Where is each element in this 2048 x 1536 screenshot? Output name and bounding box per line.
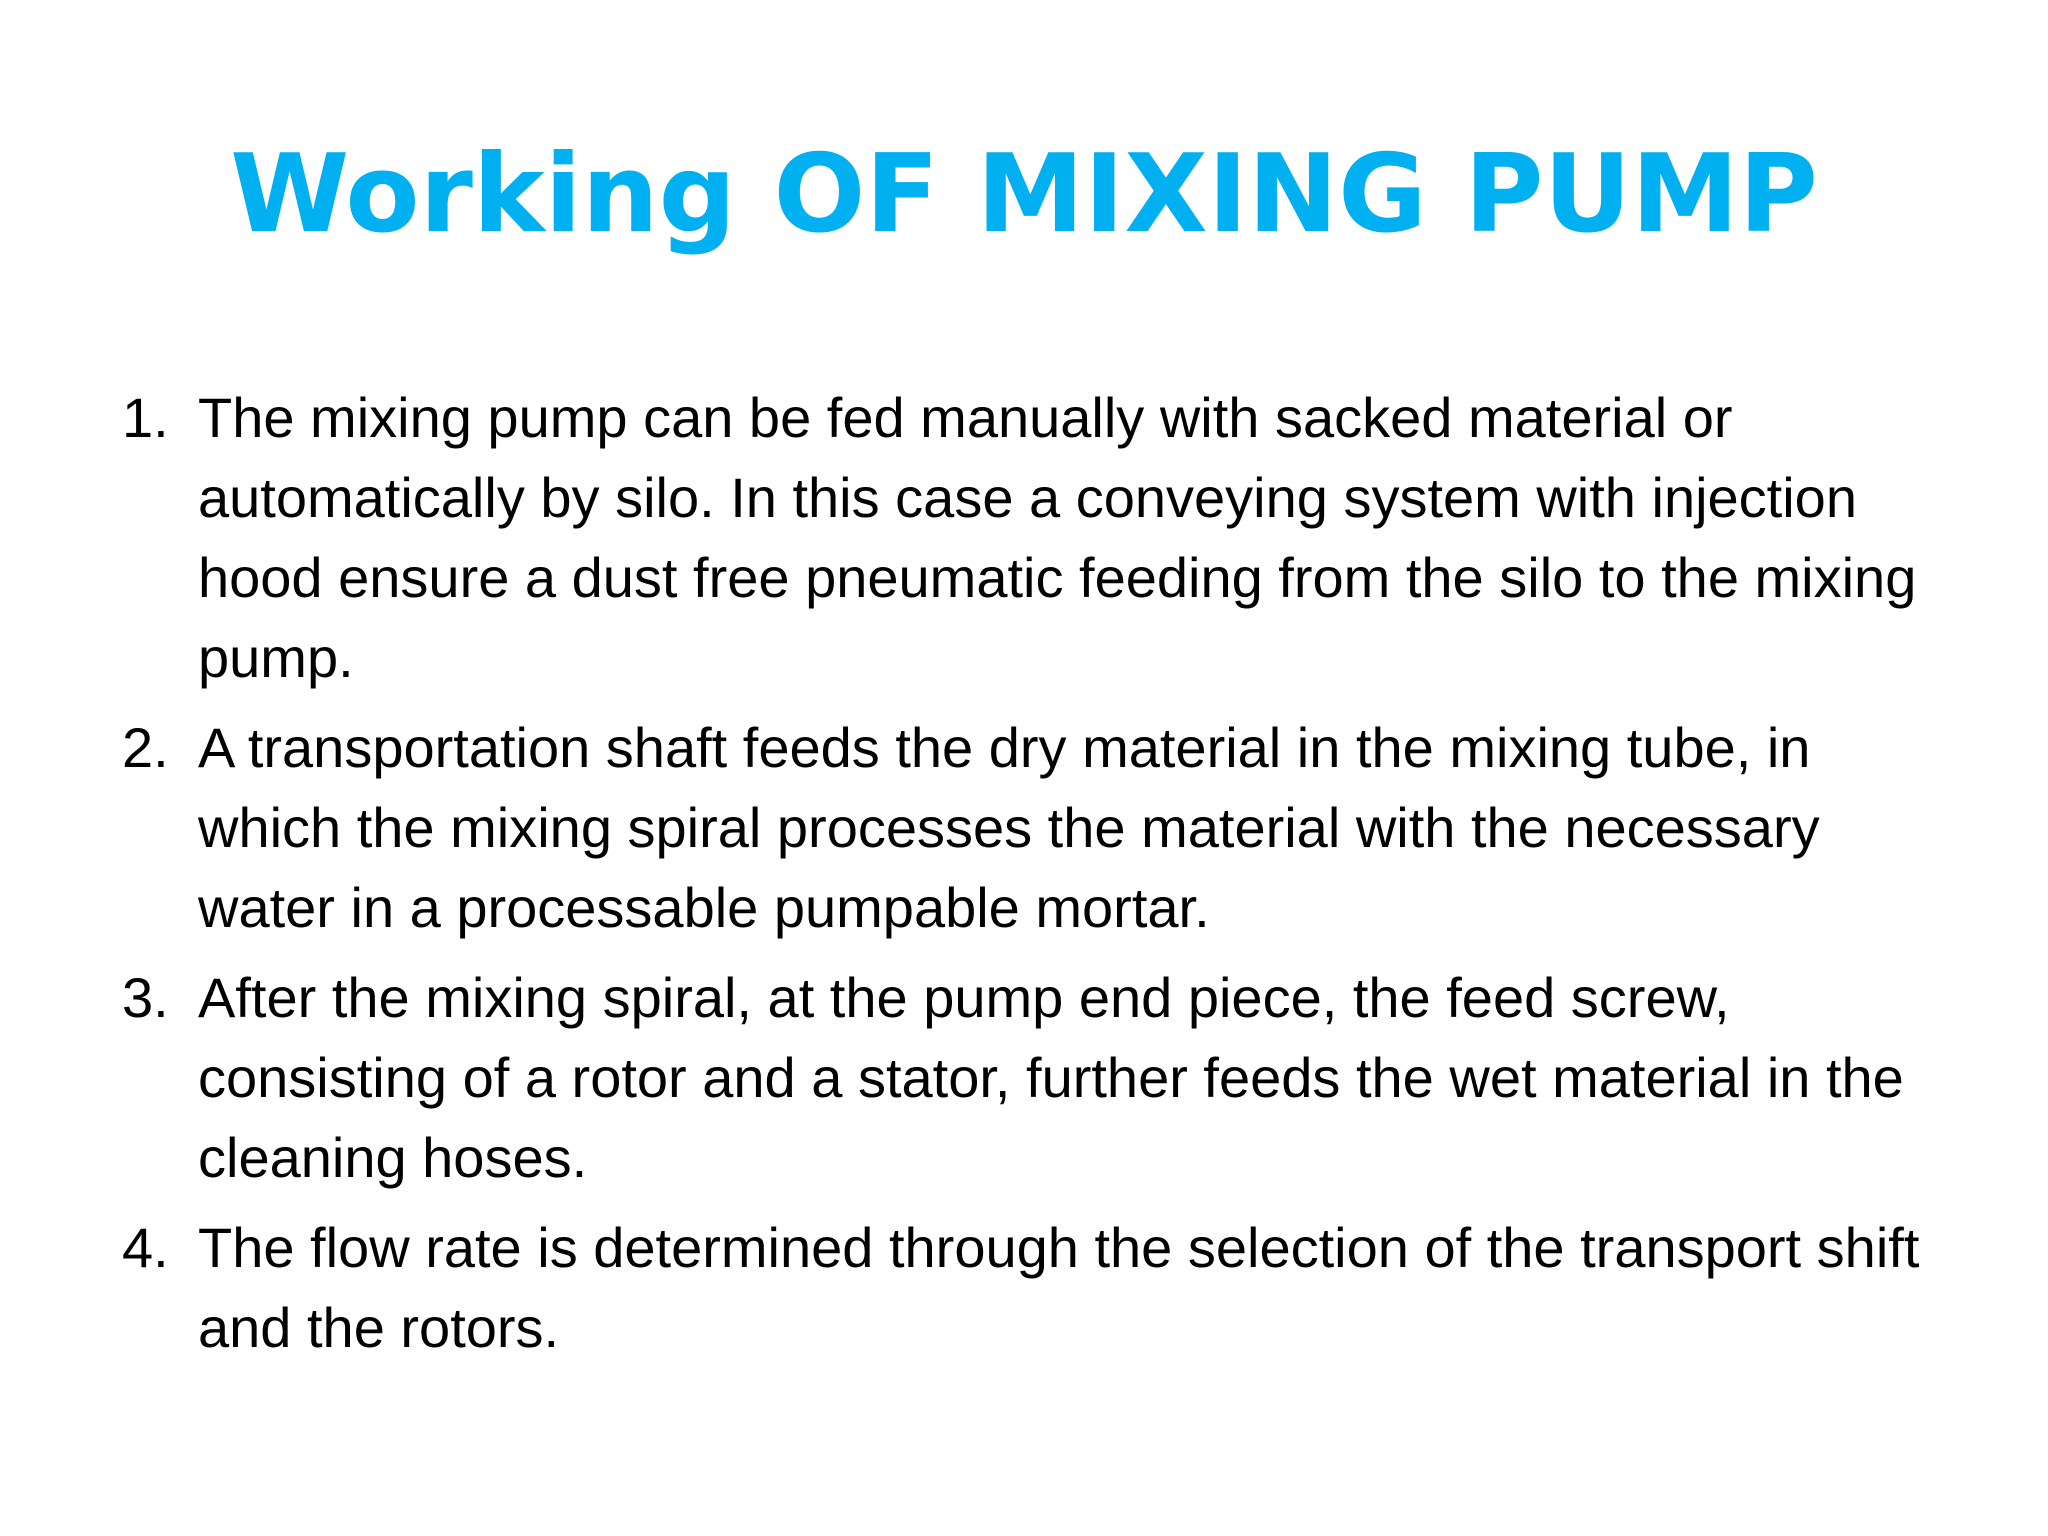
list-item-text: After the mixing spiral, at the pump end piece, the feed screw, consisting of a rotor and a stator, further feeds the wet material in the cleaning hoses. — [198, 966, 1904, 1189]
list-item-number: 3. — [122, 966, 169, 1029]
list-item-number: 1. — [122, 386, 169, 449]
list-item-text: The flow rate is determined through the selection of the transport shift and the rotors. — [198, 1216, 1920, 1359]
list-item-number: 2. — [122, 716, 169, 779]
list-item — [122, 958, 1932, 1198]
list-item — [122, 708, 1932, 948]
list-item-text: A transportation shaft feeds the dry material in the mixing tube, in which the mixing spiral processes the material with the necessary water in a processable pumpable mortar. — [198, 716, 1820, 939]
list-item — [122, 378, 1932, 698]
list-item-text: The mixing pump can be fed manually with sacked material or automatically by silo. In this case a conveying system with injection hood ensure a dust free pneumatic feeding from the silo to the mixing pump. — [198, 386, 1917, 689]
slide-title: Working OF MIXING PUMP — [230, 132, 1818, 257]
list-item — [122, 1208, 1932, 1368]
numbered-list — [122, 378, 1932, 1378]
list-item-number: 4. — [122, 1216, 169, 1279]
